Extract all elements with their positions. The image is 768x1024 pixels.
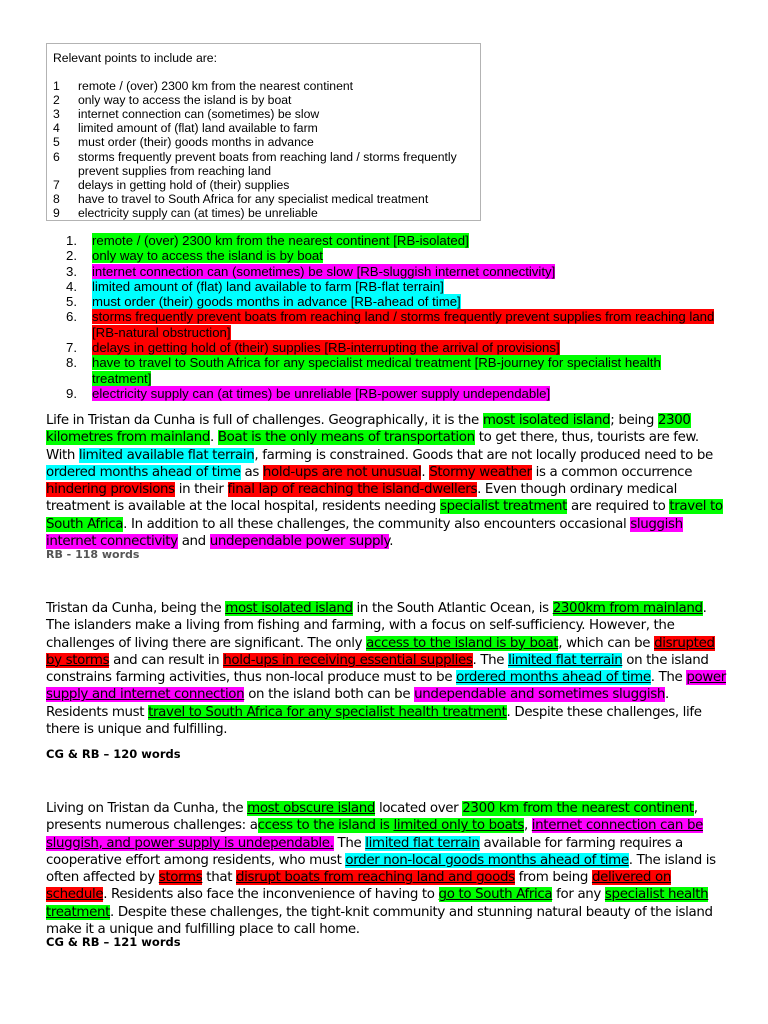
highlight: ordered months ahead of time [46,464,241,480]
item-text: only way to access the island is by boat [78,93,292,108]
essay-3-paragraph: Living on Tristan da Cunha, the most obscure island located over 2300 km from the nearest continent, presents numerous challenges: access to the island is limited only to boats, internet connection can be sluggish, and power supply is undependable. The limited flat terrain available for farming requires a cooperative effort among residents, who must order non-local goods months ahead of time. The island is often affected by storms that disrupt boats from reaching land and goods from being delivered on schedule. Residents also face the inconvenience of having to go to South Africa for any specialist health treatment. Despite these challenges, the tight-knit community and stunning natural beauty of the island make it a unique and fulfilling place to call home. [46,801,716,938]
highlight: travel to South Africa for any specialist health treatment [148,704,507,720]
mark-scheme-item [53,192,474,206]
highlight: only way to access the island is by boat [92,248,323,264]
point-number: 3. [66,263,77,279]
point-number: 8. [66,355,77,371]
point-number: 6. [66,309,77,325]
point-text [92,233,716,248]
highlight: go to South Africa [438,887,553,903]
highlight: power supply and internet connection [46,670,726,703]
item-text: internet connection can (sometimes) be slow [78,107,320,122]
highlight: travel to South Africa [46,499,723,532]
highlight: disrupted by storms [46,635,715,668]
mark-scheme-title: Relevant points to include are: [53,51,217,65]
highlight: Stormy weather [429,464,532,480]
highlight: ccess to the island is [257,818,394,834]
mark-scheme-list [53,79,474,220]
highlight: ordered months ahead of time [456,670,651,686]
annotated-point [66,340,716,355]
mark-scheme-box [46,43,481,221]
word-count: CG & RB – 120 words [46,747,181,761]
word-count: RB - 118 words [46,548,140,561]
point-text [92,264,716,279]
highlight: limited available flat terrain [78,447,255,463]
highlight: most isolated island [225,601,353,616]
annotated-point [66,294,716,309]
highlight: most obscure island [247,801,376,816]
annotated-point [66,279,716,294]
highlight: limited amount of (flat) land available to farm [RB-flat terrain] [92,278,444,294]
highlight: limited flat terrain [508,652,623,668]
essay-2 [46,600,726,738]
item-number: 9 [53,205,60,220]
point-number: 4. [66,278,77,294]
item-text: must order (their) goods months in advance [78,135,314,150]
highlight: have to travel to South Africa for any specialist medical treatment [RB-journey for specialist health treatment] [92,355,661,386]
highlight: remote / (over) 2300 km from the nearest continent [RB-isolated] [92,233,469,248]
point-text [92,340,716,355]
point-number: 7. [66,340,77,356]
word-count: CG & RB – 121 words [46,935,181,949]
highlight: 2300 km from the nearest continent [462,801,694,816]
mark-scheme-item [53,107,474,121]
mark-scheme-item [53,93,474,107]
item-number: 8 [53,191,60,206]
annotated-points-list [66,233,716,401]
essay-2-paragraph: Tristan da Cunha, being the most isolated island in the South Atlantic Ocean, is 2300km from mainland. The islanders make a living from fishing and farming, with a focus on self-sufficiency. However, the challenges of living there are significant. The only access to the island is by boat, which can be disrupted by storms and can result in hold-ups in receiving essential supplies. The limited flat terrain on the island constrains farming activities, thus non-local produce must to be ordered months ahead of time. The power supply and internet connection on the island both can be undependable and sometimes sluggish. Residents must travel to South Africa for any specialist health treatment. Despite these challenges, life there is unique and fulfilling. [46,601,726,738]
highlight: 2300km from mainland [552,601,703,616]
annotated-point [66,386,716,401]
highlight: delays in getting hold of (their) supplies [RB-interrupting the arrival of provisions] [92,340,560,356]
point-number: 9. [66,385,77,401]
highlight: most isolated island [482,413,611,428]
annotated-point [66,309,716,340]
mark-scheme-item [53,79,474,93]
point-text [92,248,716,263]
highlight: must order (their) goods months in advance [RB-ahead of time] [92,294,461,310]
highlight: undependable power supply [209,534,390,550]
highlight: disrupt boats from reaching land and goods [236,870,515,886]
mark-scheme-item [53,178,474,192]
mark-scheme-item [53,121,474,135]
item-number: 6 [53,149,60,164]
highlight: hindering provisions [46,482,175,498]
highlight: 2300 kilometres from mainland [46,413,691,446]
highlight: Boat is the only means of transportation [217,430,475,446]
highlight: limited flat terrain [365,835,480,851]
point-text [92,355,716,386]
highlight: final lap of reaching the island-dwellers [227,482,478,498]
mark-scheme-item [53,206,474,220]
highlight: electricity supply can (at times) be unreliable [RB-power supply undependable] [92,385,551,401]
highlight: hold-ups are not unusual [262,464,422,480]
highlight: storms [158,870,203,886]
item-text: storms frequently prevent boats from reaching land / storms frequently prevent supplies from reaching land [78,149,457,178]
highlight: specialist treatment [439,499,568,515]
point-text [92,386,716,401]
point-number: 5. [66,294,77,310]
highlight: storms frequently prevent boats from reaching land / storms frequently prevent supplies from reaching land [RB-natural obstruction] [92,309,715,340]
item-number: 4 [53,121,60,136]
item-text: electricity supply can (at times) be unreliable [78,205,318,220]
point-number: 2. [66,248,77,264]
item-text: delays in getting hold of (their) supplies [78,177,290,192]
mark-scheme-item [53,135,474,149]
essay-3 [46,800,726,938]
highlight: hold-ups in receiving essential supplies [223,652,473,668]
item-number: 3 [53,107,60,122]
essay-1-paragraph: Life in Tristan da Cunha is full of challenges. Geographically, it is the most isolated island; being 2300 kilometres from mainland. Boat is the only means of transportation to get there, thus, tourists are few. With limited available flat terrain, farming is constrained. Goods that are not locally produced need to be ordered months ahead of time as hold-ups are not unusual. Stormy weather is a common occurrence hindering provisions in their final lap of reaching the island-dwellers. Even though ordinary medical treatment is available at the local hospital, residents needing specialist treatment are required to travel to South Africa. In addition to all these challenges, the community also encounters occasional sluggish internet connectivity and undependable power supply. [46,413,723,550]
highlight: delivered on schedule [46,870,671,903]
item-number: 1 [53,79,60,94]
highlight: access to the island is by boat [366,635,559,651]
annotated-point [66,264,716,279]
annotated-point [66,355,716,386]
highlight: specialist health treatment [46,887,709,920]
item-text: limited amount of (flat) land available to farm [78,121,318,136]
annotated-point [66,248,716,263]
point-text [92,279,716,294]
point-text [92,294,716,309]
highlight: internet connection can be sluggish, and power supply is undependable. [46,818,703,851]
essay-1 [46,412,726,550]
highlight: limited only to boats [393,818,524,834]
item-text: have to travel to South Africa for any specialist medical treatment [78,191,429,206]
item-text: remote / (over) 2300 km from the nearest continent [78,79,354,94]
point-number: 1. [66,233,77,248]
item-number: 2 [53,93,60,108]
point-text [92,309,716,340]
highlight: internet connection can (sometimes) be slow [RB-sluggish internet connectivity] [92,263,556,279]
highlight: sluggish internet connectivity [46,516,683,550]
highlight: order non-local goods months ahead of time [345,852,629,868]
mark-scheme-item [53,150,474,178]
highlight: undependable and sometimes sluggish [414,687,666,703]
annotated-point [66,233,716,248]
item-number: 5 [53,135,60,150]
item-number: 7 [53,177,60,192]
